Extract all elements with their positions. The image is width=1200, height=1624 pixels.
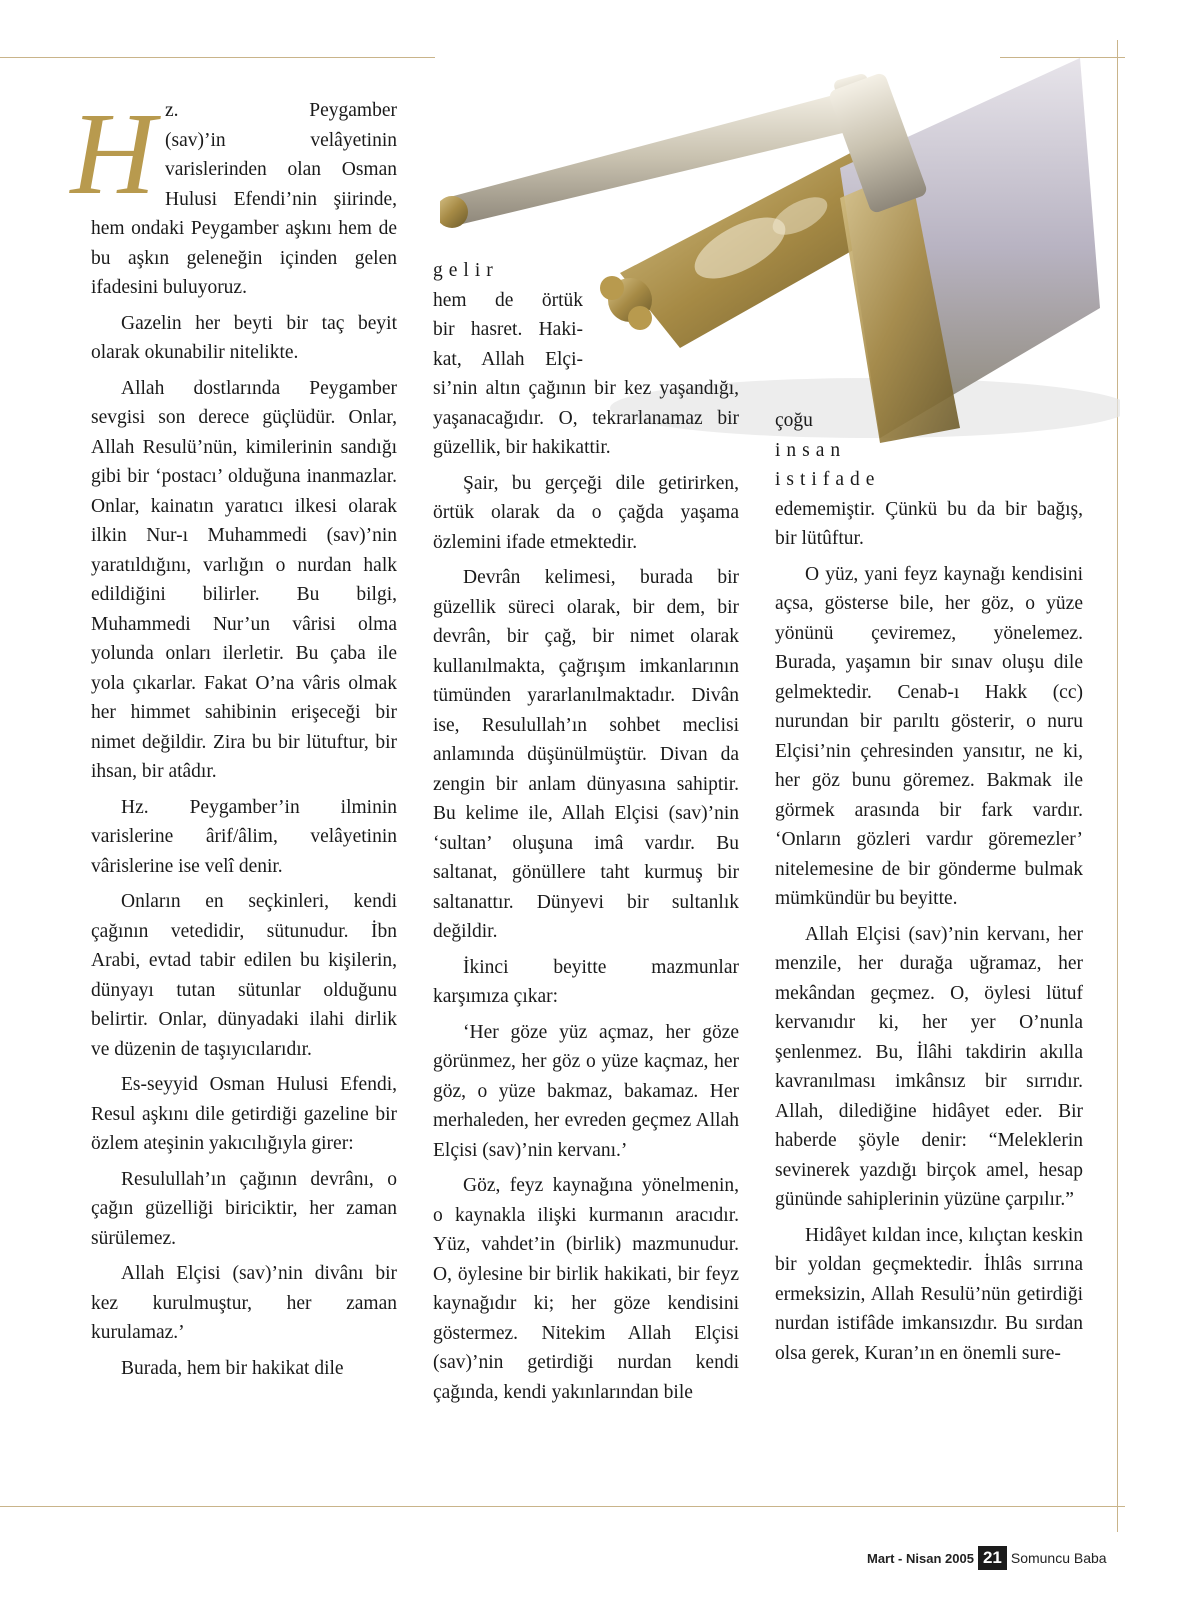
col1-paragraph-8: Allah Elçisi (sav)’nin divânı bir kez kurulmuştur, her zaman kurulamaz.’ (91, 1263, 397, 1343)
bottom-rule (0, 1506, 1125, 1507)
col2-line-4: kat, Allah Elçi- (433, 348, 583, 370)
col3-paragraph-1 (775, 406, 1083, 554)
column-2 (433, 256, 739, 1413)
col1-paragraph-6: Es-seyyid Osman Hulusi Efendi, Resul aşkını dile getirdiği gazeline bir özlem ateşinin yakıcılığıyla girer: (91, 1074, 397, 1154)
col3-paragraph-3: Allah Elçisi (sav)’nin kervanı, her menzile, her durağa uğramaz, her mekândan geçmez. O, öylesi lütuf kervanıdır ki, her yer O’nunla şenlenmez. Bu, İlâhi takdirin akılla kavranılması imkânsız bir sırrıdır. Allah, dilediğine hidâyet eder. Bir haberde şöyle denir: “Meleklerin sevinerek yazdığı birçok amel, hesap gününde sahiplerinin yüzüne çarpılır.” (775, 923, 1083, 1210)
drop-cap: H (70, 88, 156, 219)
col2-paragraph-5: ‘Her göze yüz açmaz, her göze görünmez, her göz o yüze kaçmaz, her göz, o yüze bakmaz, bakamaz. Her merhaleden, her evreden geçmez Allah Elçisi (sav)’nin kervanı.’ (433, 1021, 739, 1161)
col2-paragraph-3: Devrân kelimesi, burada bir güzellik süreci olarak, bir dem, bir devrân, bir çağ, bir nimet olarak kullanılmakta, çağrışım imkanlarının tümünden yararlanılmaktadır. Divân ise, Resulullah’ın sohbet meclisi anlamında düşünülmüştür. Divan da zengin bir anlam dünyasına sahiptir. Bu kelime ile, Allah Elçisi (sav)’nin ‘sultan’ oluşuna imâ vardır. Bu saltanat, gönüllere taht kurmuş bir saltanattır. Dünyevi bir sultanlık değildir. (433, 567, 739, 942)
col1-paragraph-5: Onların en seçkinleri, kendi çağının vetedidir, sütunudur. İbn Arabi, evtad tabir edilen bu kişilerin, dünyayı tutan sütunlar olduğunu belirtir. Onlar, dünyadaki ilahi dirlik ve düzenin de taşıyıcılarıdır. (91, 891, 397, 1060)
issue-date: Mart - Nisan 2005 (867, 1550, 974, 1566)
page-footer (867, 1546, 1107, 1570)
col1-paragraph-4: Hz. Peygamber’in ilminin varislerine ârif/âlim, velâyetinin vârislerine ise velî denir. (91, 796, 397, 877)
col2-line-1: gelir (433, 260, 499, 281)
col3-paragraph-4: Hidâyet kıldan ince, kılıçtan keskin bir yoldan geçmektedir. İhlâs sırrına ermeksizin, Allah Resulü’nün getirdiği nurdan istifâde imkansızdır. Bu sırdan olsa gerek, Kuran’ın en önemli sure- (775, 1224, 1083, 1364)
col3-paragraph-2: O yüz, yani feyz kaynağı kendisini açsa, gösterse bile, her göz, o yüze yönünü çeviremez, yönelemez. Burada, yaşamın bir sınav oluşu dile gelmektedir. Cenab-ı Hakk (cc) nurundan bir parıltı gösterir, o nuru Elçisi’nin çehresinden yansıtır, ne ki, her göz bunu göremez. Bakmak ile görmek arasında bir fark vardır. ‘Onların gözleri vardır göremezler’ nitelemesine de bir gönderme bulmak mümkündür bu beyitte. (775, 563, 1083, 909)
col2-p1-text: si’nin altın çağının bir kez yaşandığı, yaşanacağıdır. O, tekrarlanamaz bir güzellik, bir hakikattir. (433, 378, 739, 458)
col3-line-1: çoğu (775, 410, 813, 431)
col1-paragraph-7: Resulullah’ın çağının devrânı, o çağın güzelliği biriciktir, her zaman sürülemez. (91, 1168, 397, 1249)
col1-p1-text: (sav)’in velâyetinin varislerinden olan Osman Hulusi Efendi’nin şiirinde, hem ondaki Peygamber aşkını hem de bu aşkın geleneğin içinden gelen ifadesini buluyoruz. (91, 129, 397, 298)
col1-paragraph-9: Burada, hem bir hakikat dile (121, 1357, 344, 1379)
col2-line-2: hem de örtük (433, 289, 583, 311)
column-1 (70, 88, 397, 1389)
magazine-name: Somuncu Baba (1010, 1550, 1107, 1566)
col2-paragraph-2: Şair, bu gerçeği dile getirirken, örtük olarak da o çağda yaşama özlemini ifade etmektedir. (433, 472, 739, 553)
col1-p1-word-a: z. (165, 100, 179, 121)
page-number: 21 (978, 1546, 1007, 1570)
col3-line-2: insan (775, 439, 847, 461)
col3-line-3: istifade (775, 469, 881, 490)
col1-paragraph-3: Allah dostlarında Peygamber sevgisi son derece güçlüdür. Onlar, Allah Resulü’nün, kimilerinin sandığı gibi bir ‘postacı’ olduğuna inanmazlar. Onlar, kainatın yaratıcı ilkesi olarak ilkin Nur-ı Muhammedi (sav)’nin yaratıldığını, varlığın o nurdan halk edildiğini bilirler. Bu bilgi, Muhammedi Nur’un vârisi olma yolunda onları ilerletir. Bu çaba ile yola çıkarlar. Fakat O’na vâris olmak her himmet sahibinin erişeceği bir nimet değildir. Zira bu bir lütuftur, bir ihsan, bir atâdır. (91, 377, 397, 782)
col2-paragraph-1 (433, 256, 739, 463)
top-rule (0, 57, 435, 58)
col2-line-3: bir hasret. Haki- (433, 319, 583, 340)
col2-paragraph-4: İkinci beyitte mazmunlar karşımıza çıkar: (433, 956, 739, 1007)
col1-paragraph-2: Gazelin her beyti bir taç beyit olarak okunabilir nitelikte. (91, 312, 397, 363)
col3-p1-text: edememiştir. Çünkü bu da bir bağış, bir lütûftur. (775, 498, 1083, 549)
column-3 (775, 406, 1083, 1374)
col2-paragraph-6: Göz, feyz kaynağına yönelmenin, o kaynakla ilişki kurmanın aracıdır. Yüz, vahdet’in (birlik) mazmunudur. O, öylesine bir birlik hakikati, bir feyz kaynağıdır ki; her göze kendisini göstermez. Nitekim Allah Elçisi (sav)’nin getirdiği nurdan kendi çağında, kendi yakınlarından bile (433, 1175, 739, 1403)
col1-p1-word-b: Peygamber (309, 100, 397, 121)
